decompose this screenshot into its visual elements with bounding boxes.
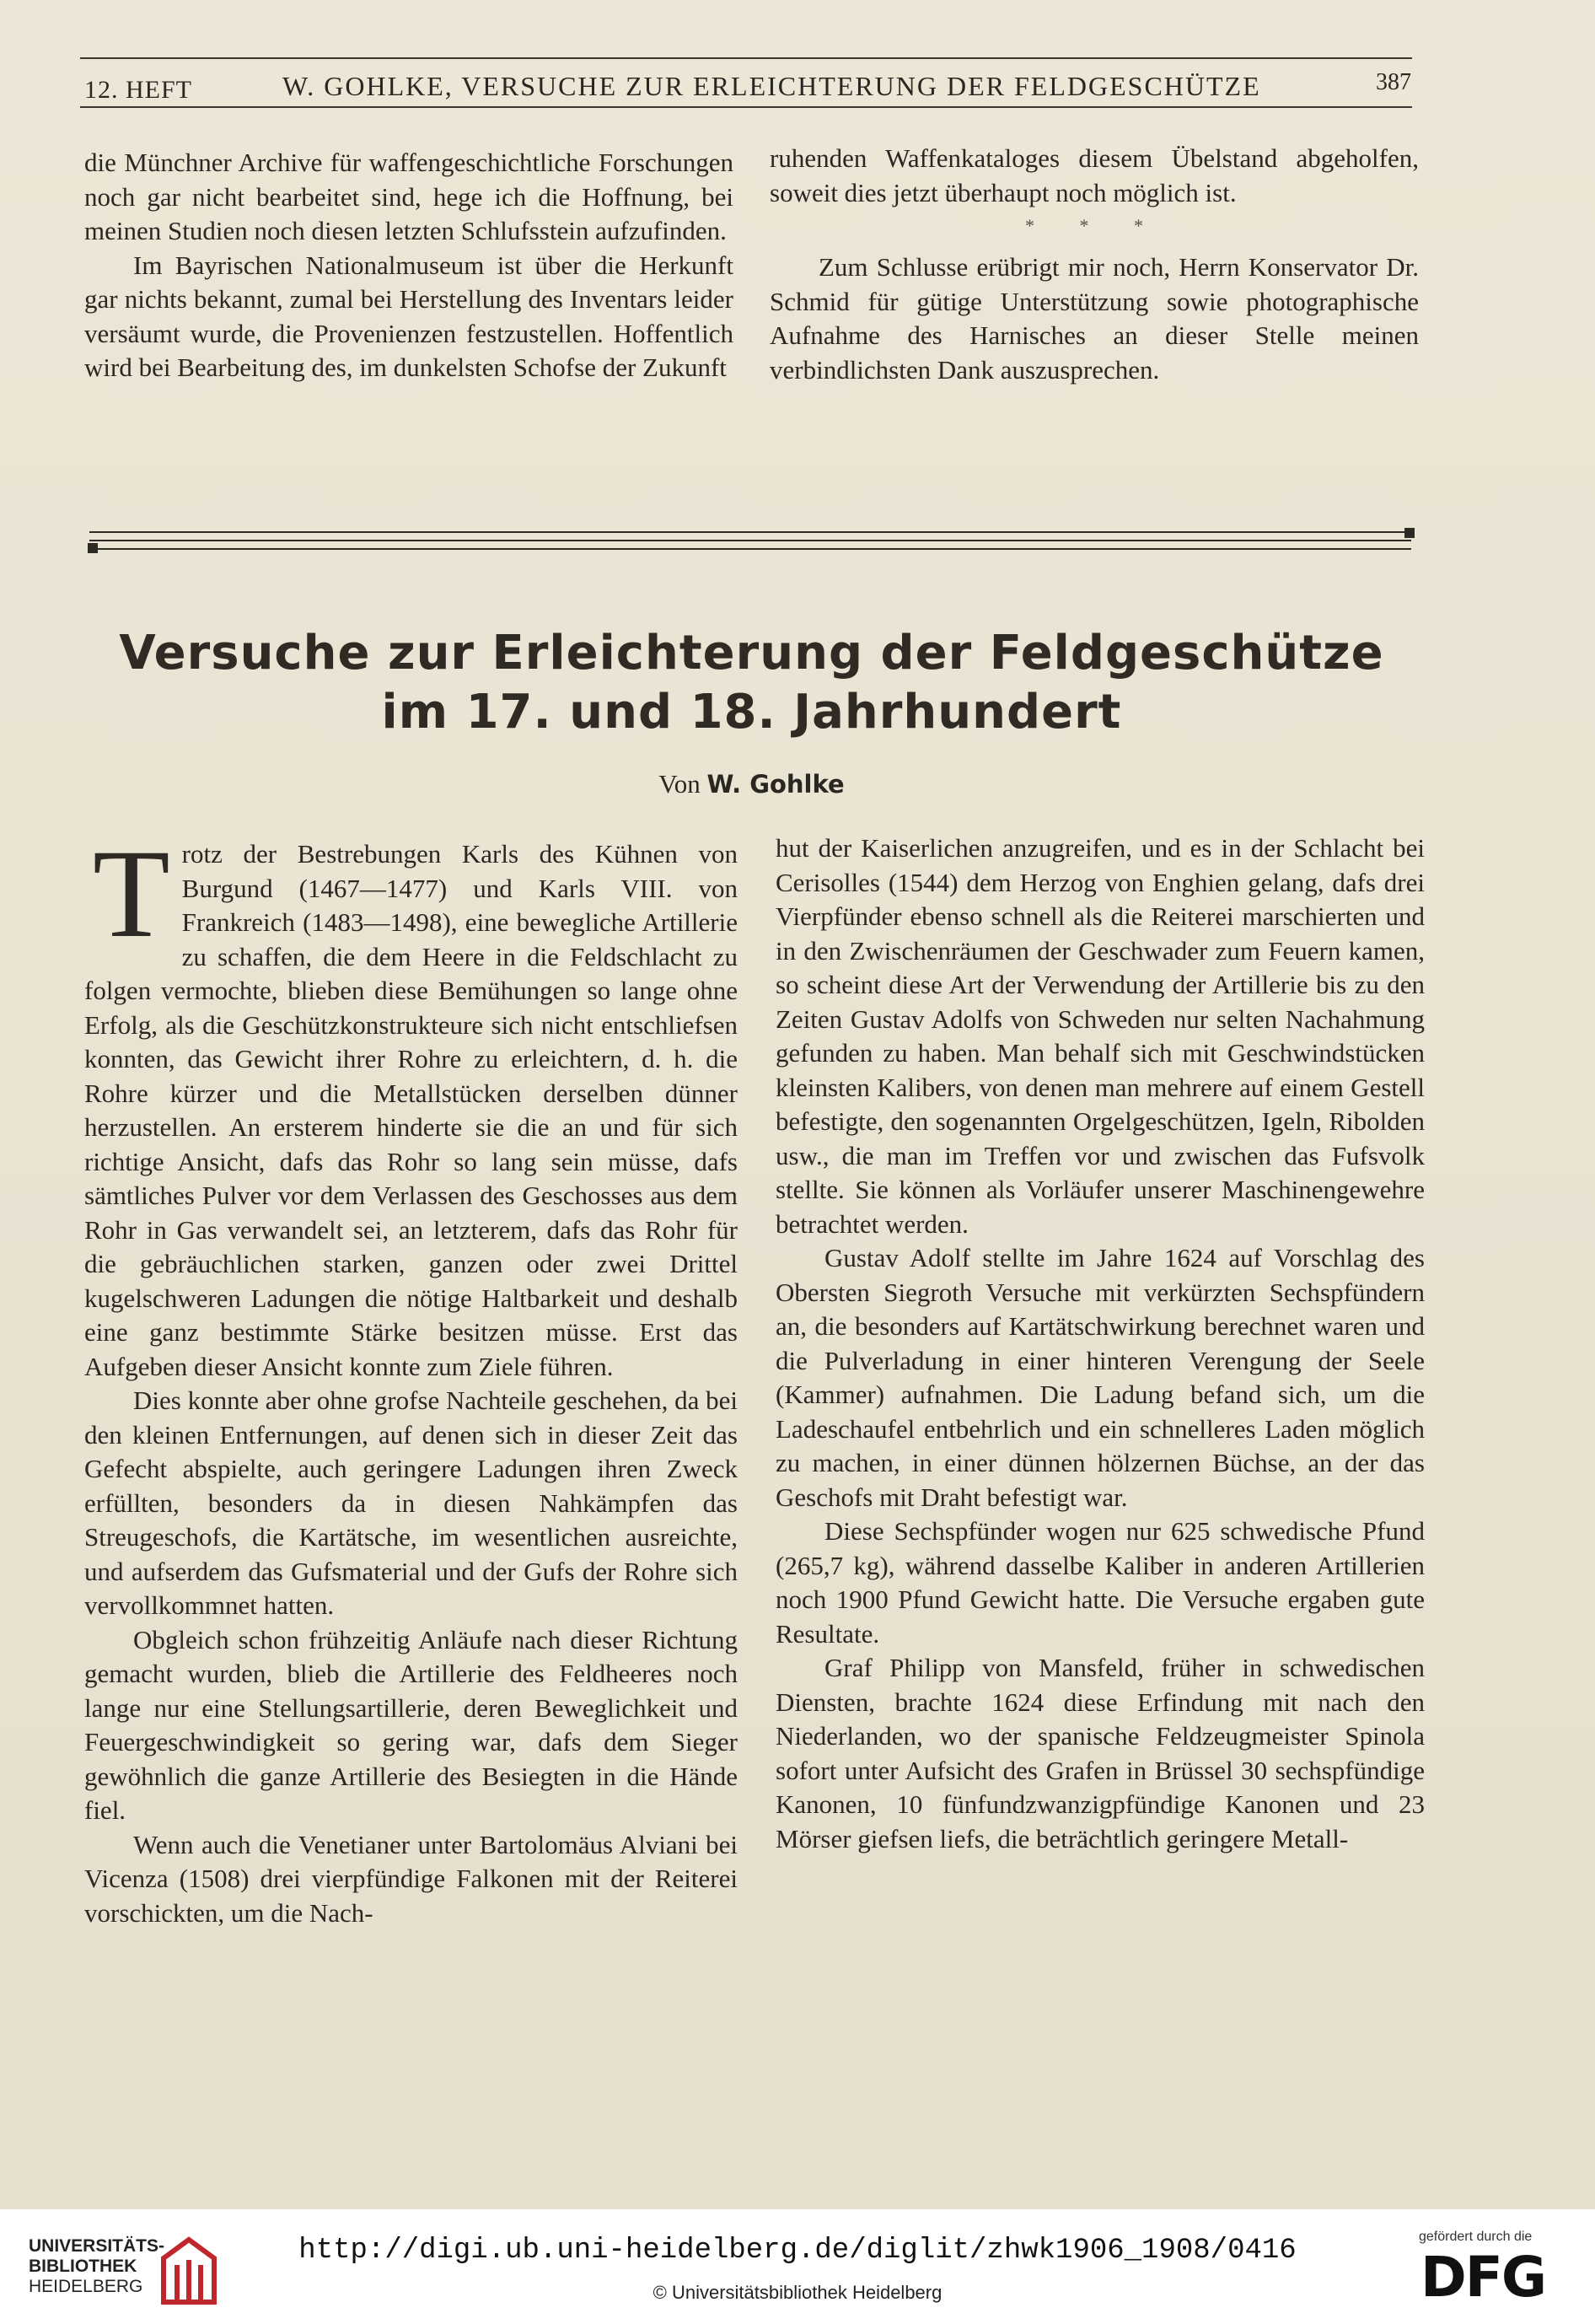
paragraph: die Münchner Archive für waffengeschichtliche Forschungen noch gar nicht bearbeitet sind, hege ich die Hoffnung, bei meinen Studien noch diesen letzten Schlufsstein aufzufinden.: [84, 148, 733, 245]
drop-cap: T: [93, 824, 170, 964]
page-number: 387: [1376, 69, 1411, 95]
paragraph: Dies konnte aber ohne grofse Nachteile geschehen, da bei den kleinen Entfernungen, auf denen sich in dieser Zeit das Gefecht abspielte, auch geringere Ladungen ihren Zweck erfüllten, besonders da in diesen Nahkämpfen das Streugeschofs, die Kartätsche, im wesentlichen ausreichte, und aufserdem das Gufsmaterial und der Gufs der Rohre sich vervollkommnet hatten.: [84, 1385, 738, 1620]
library-name-line: BIBLIOTHEK: [29, 2257, 137, 2276]
divider-line: [89, 540, 1411, 541]
running-title: W. GOHLKE, VERSUCHE ZUR ERLEICHTERUNG DER FELDGESCHÜTZE: [282, 71, 1261, 101]
paragraph: hut der Kaiserlichen anzugreifen, und es in der Schlacht bei Cerisolles (1544) dem Herzog von Enghien gelang, dafs drei Vierpfünder ebenso schnell als die Reiterei marschierten und in den Zwischenräumen der Geschwader zum Feuern kamen, so scheint diese Art der Verwendung der Artillerie bis zu den Zeiten Gustav Adolfs von Schweden nur selten Nachahmung gefunden zu haben. Man behalf sich mit Geschwindstücken kleinsten Kalibers, von denen man mehrere auf einem Gestell befestigte, den sogenannten Orgelgeschützen, Igeln, Ribolden usw., die man im Treffen vor und zwischen das Fufsvolk stellte. Sie können als Vorläufer unserer Maschinengewehre betrachtet werden.: [776, 833, 1425, 1239]
dfg-logo[interactable]: DFG: [1420, 2245, 1546, 2310]
paragraph: Diese Sechspfünder wogen nur 625 schwedische Pfund (265,7 kg), während dasselbe Kaliber in anderen Artillerien noch 1900 Pfund Gewicht hatte. Die Versuche ergaben gute Resultate.: [776, 1516, 1425, 1649]
byline-prefix: Von: [658, 769, 701, 799]
paragraph-text: rotz der Bestrebungen Karls des Kühnen von Burgund (1467—1477) und Karls VIII. von Frankreich (1483—1498), eine bewegliche Artillerie zu schaffen, die dem Heere in die Feldschlacht zu folgen vermochte, blieben diese Bemühungen so lange ohne Erfolg, als die Geschützkonstrukteure sich nicht entschliefsen konnten, das Gewicht ihrer Rohre zu erleichtern, d. h. die Rohre kürzer und die Metallstücken derselben dünner herzustellen. An ersterem hinderte sie die an und für sich richtige Ansicht, dafs das Rohr so lang sein müsse, dafs sämtliches Pulver vor dem Verlassen des Geschosses aus dem Rohr in Gas verwandelt sei, an letzterem, dafs das Rohr für die gebräuchlichen starken, ganzen oder zwei Drittel kugelschweren Ladungen die nötige Haltbarkeit und deshalb eine ganz bestimmte Stärke besitzen müsse. Erst das Aufgeben dieser Ansicht konnte zum Ziele führen.: [84, 839, 738, 1381]
paragraph: ruhenden Waffenkataloges diesem Übelstand abgeholfen, soweit dies jetzt überhaupt noch möglich ist.: [770, 143, 1419, 207]
article-right-column: [776, 831, 1425, 1856]
paragraph: Graf Philipp von Mansfeld, früher in schwedischen Diensten, brachte 1624 diese Erfindung mit nach den Niederlanden, wo der spanische Feldzeugmeister Spinola sofort unter Aufsicht des Grafen in Brüssel 30 sechspfündige Kanonen, 10 fünfundzwanzigpfündige Kanonen und 23 Mörser giefsen liefs, die beträchtlich geringere Metall-: [776, 1653, 1425, 1853]
header-bottom-rule: [80, 106, 1412, 108]
divider-line: [89, 548, 1411, 550]
title-line: Versuche zur Erleichterung der Feldgeschütze: [119, 626, 1384, 681]
paragraph: Wenn auch die Venetianer unter Bartolomäus Alviani bei Vicenza (1508) drei vierpfündige Falkonen mit der Reiterei vorschickten, um die Nach-: [84, 1829, 738, 1928]
article-left-column: [84, 824, 738, 1930]
paragraph: Im Bayrischen Nationalmuseum ist über die Herkunft gar nichts bekannt, zumal bei Herstellung des Inventars leider versäumt wurde, die Provenienzen festzustellen. Hoffentlich wird bei Bearbeitung des, im dunkelsten Schofse der Zukunft: [84, 250, 733, 382]
title-line: im 17. und 18. Jahrhundert: [381, 685, 1122, 740]
author-name: W. Gohlke: [706, 770, 845, 799]
library-name-line: HEIDELBERG: [29, 2277, 143, 2296]
divider-end-square: [1404, 528, 1415, 538]
previous-article-left-column: [84, 146, 733, 385]
library-name-line: UNIVERSITÄTS-: [29, 2236, 165, 2256]
paragraph: Gustav Adolf stellte im Jahre 1624 auf Vorschlag des Obersten Siegroth Versuche mit verkürzten Sechspfündern an, die besonders auf Kartätschwirkung berechnet waren und die Pulverladung in einer hinteren Verengung der Seele (Kammer) aufnahmen. Die Ladung befand sich, um die Ladeschaufel entbehrlich und ein schnelleres Laden möglich zu machen, in einer dünnen hölzernen Büchse, an der das Geschofs mit Draht befestigt war.: [776, 1243, 1425, 1512]
header-top-rule: [80, 57, 1412, 59]
opening-paragraph: [84, 824, 738, 1384]
divider-end-square: [88, 543, 98, 553]
previous-article-right-column: [770, 142, 1419, 387]
paragraph: Obgleich schon frühzeitig Anläufe nach dieser Richtung gemacht wurden, blieb die Artillerie des Feldheeres noch lange nur eine Stellungsartillerie, deren Beweglichkeit und Feuergeschwindigkeit so gering war, dafs dem Sieger gewöhnlich die ganze Artillerie des Besiegten in die Hände fiel.: [84, 1624, 738, 1825]
issue-label: 12. HEFT: [84, 76, 192, 104]
funding-note: gefördert durch die: [1419, 2230, 1533, 2244]
section-separator: * * *: [1025, 215, 1163, 236]
viewer-footer: [0, 2209, 1595, 2324]
paragraph: Zum Schlusse erübrigt mir noch, Herrn Konservator Dr. Schmid für gütige Unterstützung sowie photographische Aufnahme des Harnisches an dieser Stelle meinen verbindlichsten Dank auszusprechen.: [770, 252, 1419, 385]
divider-line: [89, 531, 1411, 533]
byline: [84, 769, 1419, 799]
copyright-notice: © Universitätsbibliothek Heidelberg: [652, 2282, 943, 2303]
article-title: [84, 624, 1419, 742]
permalink-url[interactable]: http://digi.ub.uni-heidelberg.de/diglit/zhwk1906_1908/0416: [298, 2235, 1297, 2267]
